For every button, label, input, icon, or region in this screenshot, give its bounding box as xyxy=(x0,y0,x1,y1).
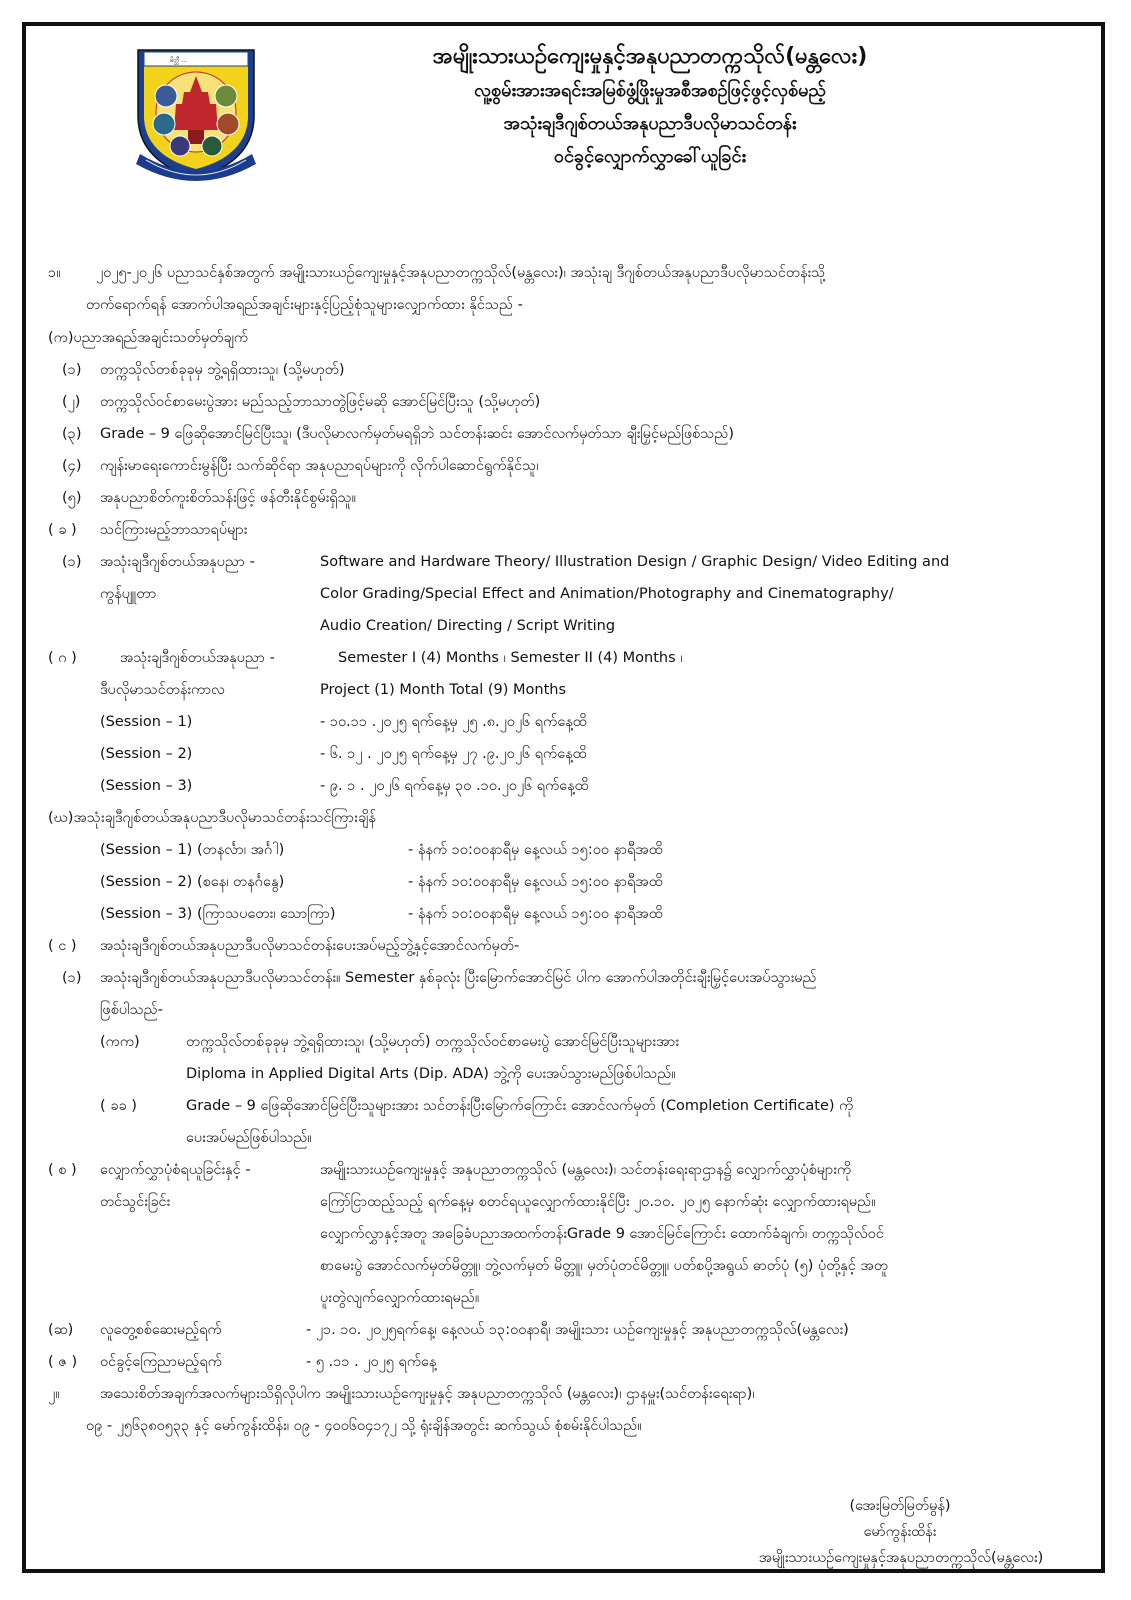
gha-row-name: (Session – 3) (ကြာသပတေး၊ သောကြာ) xyxy=(100,906,336,922)
ga-duration-line2: Project (1) Month Total (9) Months xyxy=(320,682,567,698)
kha-subjects-line1: Software and Hardware Theory/ Illustration Design / Graphic Design/ Video Editing and xyxy=(320,554,950,570)
sa-text-line5: ပူးတွဲလျက်လျှောက်ထားရမည်။ xyxy=(320,1290,480,1306)
ka-item-num: (၂) xyxy=(62,394,81,410)
ga-session-name: (Session – 3) xyxy=(100,778,193,794)
header-announcement: ဝင်ခွင့်လျှောက်လွှာခေါ်ယူခြင်း xyxy=(553,146,747,167)
header-title: အမျိုးသားယဉ်ကျေးမှုနှင့်အနုပညာတက္ကသိုလ်(မန္တလေး) xyxy=(432,44,868,69)
nga-sub-kaka-text-line1: တက္ကသိုလ်တစ်ခုခုမှ ဘွဲ့ရရှိထားသူ၊ (သို့မဟုတ်) တက္ကသိုလ်ဝင်စာမေးပွဲ အောင်မြင်ပြီးသူများအား xyxy=(186,1034,680,1050)
kha-item-label-line2: ကွန်ပျူတာ xyxy=(100,586,157,602)
ga-session-name: (Session – 1) xyxy=(100,714,193,730)
section-za-label: (ဆ) xyxy=(48,1322,74,1338)
section-nga-title: အသုံးချဒီဂျစ်တယ်အနုပညာဒီပလိုမာသင်တန်းပေးအပ်မည့်ဘွဲ့နှင့်အောင်လက်မှတ်- xyxy=(100,938,520,954)
gha-row-name: (Session – 2) (စနေ၊ တနင်္ဂနွေ) xyxy=(100,874,285,890)
ka-item-num: (၅) xyxy=(62,490,82,506)
signature-name: (အေးမြတ်မြတ်မွန်) xyxy=(849,1498,951,1514)
signature-institution: အမျိုးသားယဉ်ကျေးမှုနှင့်အနုပညာတက္ကသိုလ်(မန္တလေး) xyxy=(758,1550,1044,1566)
ka-item-num: (၁) xyxy=(62,362,82,378)
section-kha-title: သင်ကြားမည့်ဘာသာရပ်များ xyxy=(100,522,248,538)
ga-session-dates: - ၆. ၁၂ . ၂၀၂၅ ရက်နေ့မှ ၂၇ .၉.၂၀၂၆ ရက်နေ့ထိ xyxy=(320,746,587,762)
header-subtitle: လူ့စွမ်းအားအရင်းအမြစ်ဖွံ့ဖြိုးမှုအစီအစဉ်ဖြင့်ဖွင့်လှစ်မည့် xyxy=(474,80,826,101)
section-zha-label: ( ဇ ) xyxy=(48,1354,78,1370)
intro-number: ၁။ xyxy=(48,265,61,281)
ga-label-line2: ဒီပလိုမာသင်တန်းကာလ xyxy=(100,682,225,698)
section-za-title: လူတွေ့စစ်ဆေးမည့်ရက် xyxy=(100,1322,222,1338)
nga-item-num: (၁) xyxy=(62,970,82,986)
gha-row-time: - နံနက် ၁၀:၀၀နာရီမှ နေ့လယ် ၁၅:၀၀ နာရီအထိ xyxy=(408,842,663,858)
kha-subjects-line3: Audio Creation/ Directing / Script Writing xyxy=(320,618,616,634)
kha-item-label-line1: အသုံးချဒီဂျစ်တယ်အနုပညာ - xyxy=(100,554,255,570)
ka-item-num: (၄) xyxy=(62,458,82,474)
contact-text-line2: ၀၉ - ၂၅၆၃၈၀၅၃၃ နှင့် မော်ကွန်းထိန်း၊ ၀၉ - ၄၀၀၆၀၄၁၇၂ သို့ ရုံးချိန်အတွင်း ဆက်သွယ် စုံစမ်းနိုင်ပါသည်။ xyxy=(86,1418,642,1434)
sa-text-line3: လျှောက်လွှာနှင့်အတူ အခြေခံပညာအထက်တန်းGrade 9 အောင်မြင်ကြောင်း ထောက်ခံချက်၊ တက္ကသိုလ်ဝင် xyxy=(320,1226,884,1242)
nga-sub-kaka-num: (ကက) xyxy=(100,1034,140,1050)
section-zha-text: - ၅ .၁၁ . ၂၀၂၅ ရက်နေ့ xyxy=(306,1354,437,1370)
contact-number: ၂။ xyxy=(48,1386,60,1402)
kha-subjects-line2: Color Grading/Special Effect and Animation/Photography and Cinematography/ xyxy=(320,586,894,602)
ka-item-num: (၃) xyxy=(62,426,82,442)
gha-row-time: - နံနက် ၁၀:၀၀နာရီမှ နေ့လယ် ၁၅:၀၀ နာရီအထိ xyxy=(408,906,663,922)
ga-session-dates: - ၉. ၁ . ၂၀၂၆ ရက်နေ့မှ ၃၀ .၁၀.၂၀၂၆ ရက်နေ့ထိ xyxy=(320,778,589,794)
section-zha-title: ဝင်ခွင့်ကြေညာမည့်ရက် xyxy=(100,1354,222,1370)
section-ga-label: ( ဂ ) xyxy=(48,650,77,666)
logo-top-caption: မိတ္တီ ... xyxy=(170,57,187,64)
sa-title-line2: တင်သွင်းခြင်း xyxy=(100,1194,171,1210)
ka-item-text: တက္ကသိုလ်ဝင်စာမေးပွဲအား မည်သည့်ဘာသာတွဲဖြင့်မဆို အောင်မြင်ပြီးသူ (သို့မဟုတ်) xyxy=(100,394,541,410)
ga-duration-line1: Semester I (4) Months ၊ Semester II (4) Months ၊ xyxy=(338,650,683,666)
kha-item-num: (၁) xyxy=(62,554,82,570)
signature-title: မော်ကွန်းထိန်း xyxy=(863,1524,937,1540)
nga-item-text-line2: ဖြစ်ပါသည်- xyxy=(100,1002,163,1018)
ga-session-name: (Session – 2) xyxy=(100,746,193,762)
header-course-name: အသုံးချဒီဂျစ်တယ်အနုပညာဒီပလိုမာသင်တန်း xyxy=(503,113,797,134)
nga-sub-khakha-text-line2: ပေးအပ်မည်ဖြစ်ပါသည်။ xyxy=(186,1130,312,1146)
nga-sub-khakha-num: ( ခခ ) xyxy=(100,1098,137,1114)
section-sa-label: ( စ ) xyxy=(48,1162,77,1178)
gha-row-time: - နံနက် ၁၀:၀၀နာရီမှ နေ့လယ် ၁၅:၀၀ နာရီအထိ xyxy=(408,874,663,890)
gha-row-name: (Session – 1) (တနင်္လာ၊ အင်္ဂါ) xyxy=(100,842,285,858)
nga-sub-khakha-text-line1: Grade – 9 ဖြေဆိုအောင်မြင်ပြီးသူများအား သင်တန်းပြီးမြောက်ကြောင်း အောင်လက်မှတ် (Completion Certificate) ကို xyxy=(186,1098,854,1114)
ga-session-dates: - ၁၀.၁၁ .၂၀၂၅ ရက်နေ့မှ ၂၅ .၈.၂၀၂၆ ရက်နေ့ထိ xyxy=(320,714,587,730)
ka-item-text: တက္ကသိုလ်တစ်ခုခုမှ ဘွဲ့ရရှိထားသူ၊ (သို့မဟုတ်) xyxy=(100,362,345,378)
section-gha-title: (ဃ)အသုံးချဒီဂျစ်တယ်အနုပညာဒီပလိုမာသင်တန်းသင်ကြားချိန် xyxy=(48,810,376,826)
ka-item-text: ကျန်းမာရေးကောင်းမွန်ပြီး သက်ဆိုင်ရာ အနုပညာရပ်များကို လိုက်ပါဆောင်ရွက်နိုင်သူ၊ xyxy=(100,458,539,474)
intro-text-line2: တက်ရောက်ရန် အောက်ပါအရည်အချင်းများနှင့်ပြည့်စုံသူများလျှောက်ထား နိုင်သည် - xyxy=(86,297,523,313)
section-kha-label: ( ခ ) xyxy=(48,522,77,538)
ga-label-line1: အသုံးချဒီဂျစ်တယ်အနုပညာ - xyxy=(120,650,275,666)
ka-item-text: အနုပညာစိတ်ကူးစိတ်သန်းဖြင့် ဖန်တီးနိုင်စွမ်းရှိသူ။ xyxy=(100,490,357,506)
sa-text-line2: ကြော်ငြာထည့်သည့် ရက်နေ့မှ စတင်ရယူလျှောက်ထားနိုင်ပြီး ၂၀.၁၀. ၂၀၂၅ နောက်ဆုံး လျှောက်ထားရမည်။ xyxy=(320,1194,876,1210)
intro-text-line1: ၂၀၂၅-၂၀၂၆ ပညာသင်နှစ်အတွက် အမျိုးသားယဉ်ကျေးမှုနှင့်အနုပညာတက္ကသိုလ်(မန္တလေး)၊ အသုံးချ ဒီဂျစ်တယ်အနုပညာဒီပလိုမာသင်တန်းသို့ xyxy=(96,265,826,281)
section-nga-label: ( င ) xyxy=(48,938,77,954)
ka-item-text: Grade – 9 ဖြေဆိုအောင်မြင်ပြီးသူ၊ (ဒီပလိုမာလက်မှတ်မရရှိဘဲ သင်တန်းဆင်း အောင်လက်မှတ်သာ ချီးမြှင့်မည်ဖြစ်သည်) xyxy=(100,426,734,442)
sa-text-line4: စာမေးပွဲ အောင်လက်မှတ်မိတ္တူ၊ ဘွဲ့လက်မှတ် မိတ္တူ၊ မှတ်ပုံတင်မိတ္တူ၊ ပတ်စပို့အရွယ် ဓာတ်ပုံ (၅) ပုံတို့နှင့် အတူ xyxy=(320,1258,888,1274)
section-ka-title: (က)ပညာအရည်အချင်းသတ်မှတ်ချက် xyxy=(48,330,249,346)
section-za-text: - ၂၁. ၁၀. ၂၀၂၅ရက်နေ့၊ နေ့လယ် ၁၃:၀၀နာရီ၊ အမျိုးသား ယဉ်ကျေးမှုနှင့် အနုပညာတက္ကသိုလ်(မန္တလေး) xyxy=(306,1322,849,1338)
nga-item-text-line1: အသုံးချဒီဂျစ်တယ်အနုပညာဒီပလိုမာသင်တန်း။ Semester နှစ်ခုလုံး ပြီးမြောက်အောင်မြင် ပါက အောက်ပါအတိုင်းချီးမြှင့်ပေးအပ်သွားမည် xyxy=(100,970,817,986)
nga-sub-kaka-text-line2: Diploma in Applied Digital Arts (Dip. ADA) ဘွဲ့ကို ပေးအပ်သွားမည်ဖြစ်ပါသည်။ xyxy=(186,1066,676,1082)
sa-title-line1: လျှောက်လွှာပုံစံရယူခြင်းနှင့် - xyxy=(100,1162,251,1178)
contact-text-line1: အသေးစိတ်အချက်အလက်များသိရှိလိုပါက အမျိုးသားယဉ်ကျေးမှုနှင့် အနုပညာတက္ကသိုလ် (မန္တလေး)၊ ဌာနမှူး(သင်တန်းရေးရာ)၊ xyxy=(100,1386,755,1402)
sa-text-line1: အမျိုးသားယဉ်ကျေးမှုနှင့် အနုပညာတက္ကသိုလ် (မန္တလေး)၊ သင်တန်းရေးရာဌာန၌ လျှောက်လွှာပုံစံများကို xyxy=(320,1162,852,1178)
